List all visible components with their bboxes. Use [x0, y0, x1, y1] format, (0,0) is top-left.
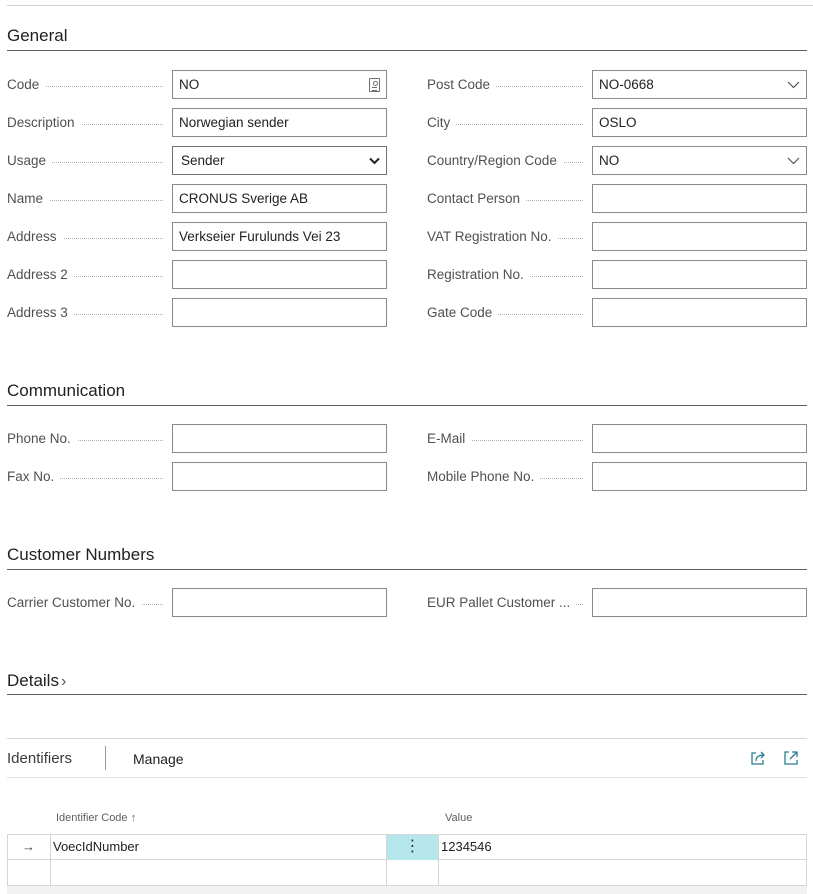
part-divider	[7, 738, 807, 739]
fax-label: Fax No.	[7, 463, 163, 491]
code-label: Code	[7, 71, 163, 99]
name-field[interactable]: CRONUS Sverige AB	[172, 184, 387, 213]
section-title-customer-numbers[interactable]: Customer Numbers	[7, 545, 155, 564]
eur-field[interactable]	[592, 588, 807, 617]
chevron-down-icon[interactable]	[787, 147, 800, 174]
post-code-value: NO-0668	[599, 77, 654, 92]
section-rule	[7, 569, 807, 570]
section-rule	[7, 405, 807, 406]
gate-label: Gate Code	[427, 299, 583, 327]
share-icon[interactable]	[750, 750, 766, 766]
section-rule	[7, 694, 807, 695]
address-field[interactable]: Verkseier Furulunds Vei 23	[172, 222, 387, 251]
action-separator	[105, 746, 106, 770]
vat-field[interactable]	[592, 222, 807, 251]
country-value: NO	[599, 153, 620, 168]
eur-label: EUR Pallet Customer ...	[427, 589, 583, 617]
carrier-label: Carrier Customer No.	[7, 589, 163, 617]
section-rule	[7, 50, 807, 51]
usage-select[interactable]	[172, 146, 387, 175]
email-label: E-Mail	[427, 425, 583, 453]
identifier-code-cell[interactable]: VoecIdNumber	[53, 839, 139, 854]
column-header-value[interactable]: Value	[445, 812, 473, 824]
city-field[interactable]: OSLO	[592, 108, 807, 137]
table-row[interactable]	[7, 834, 807, 860]
registration-field[interactable]	[592, 260, 807, 289]
phone-field[interactable]	[172, 424, 387, 453]
fax-field[interactable]	[172, 462, 387, 491]
city-label: City	[427, 109, 583, 137]
mobile-label: Mobile Phone No.	[427, 463, 583, 491]
top-divider	[7, 5, 813, 6]
usage-label: Usage	[7, 147, 163, 175]
section-title-general[interactable]: General	[7, 26, 68, 45]
post-code-label: Post Code	[427, 71, 583, 99]
chevron-down-icon	[369, 147, 380, 174]
contact-field[interactable]	[592, 184, 807, 213]
email-field[interactable]	[592, 424, 807, 453]
gate-field[interactable]	[592, 298, 807, 327]
address3-field[interactable]	[172, 298, 387, 327]
post-code-field[interactable]	[592, 70, 807, 99]
value-cell[interactable]: 1234546	[441, 839, 492, 854]
row-menu-icon[interactable]: ⋮	[387, 835, 438, 860]
row-indicator-arrow-icon: →	[22, 839, 35, 854]
chevron-down-icon[interactable]	[787, 71, 800, 98]
description-label: Description	[7, 109, 163, 137]
vat-label: VAT Registration No.	[427, 223, 583, 251]
code-value: NO	[179, 77, 200, 92]
part-divider	[7, 777, 807, 778]
phone-label: Phone No.	[7, 425, 163, 453]
expand-icon[interactable]	[783, 750, 799, 766]
description-field[interactable]: Norwegian sender	[172, 108, 387, 137]
lookup-card-icon[interactable]	[369, 78, 380, 92]
identifiers-grid	[7, 834, 807, 886]
mobile-field[interactable]	[592, 462, 807, 491]
contact-label: Contact Person	[427, 185, 583, 213]
grid-footer	[7, 886, 807, 894]
table-row-empty[interactable]	[7, 860, 807, 886]
name-label: Name	[7, 185, 163, 213]
column-header-identifier-code[interactable]: Identifier Code ↑	[56, 812, 137, 824]
carrier-field[interactable]	[172, 588, 387, 617]
country-field[interactable]	[592, 146, 807, 175]
country-label: Country/Region Code	[427, 147, 583, 175]
identifiers-title[interactable]: Identifiers	[7, 750, 73, 767]
details-label: Details	[7, 671, 59, 690]
address2-field[interactable]	[172, 260, 387, 289]
chevron-right-icon: ›	[60, 673, 67, 690]
address2-label: Address 2	[7, 261, 163, 289]
code-field[interactable]	[172, 70, 387, 99]
address-label: Address	[7, 223, 163, 251]
usage-value: Sender	[181, 153, 225, 168]
section-title-communication[interactable]: Communication	[7, 381, 126, 400]
manage-button[interactable]: Manage	[133, 751, 184, 767]
section-title-details[interactable]	[7, 671, 66, 691]
registration-label: Registration No.	[427, 261, 583, 289]
address3-label: Address 3	[7, 299, 163, 327]
